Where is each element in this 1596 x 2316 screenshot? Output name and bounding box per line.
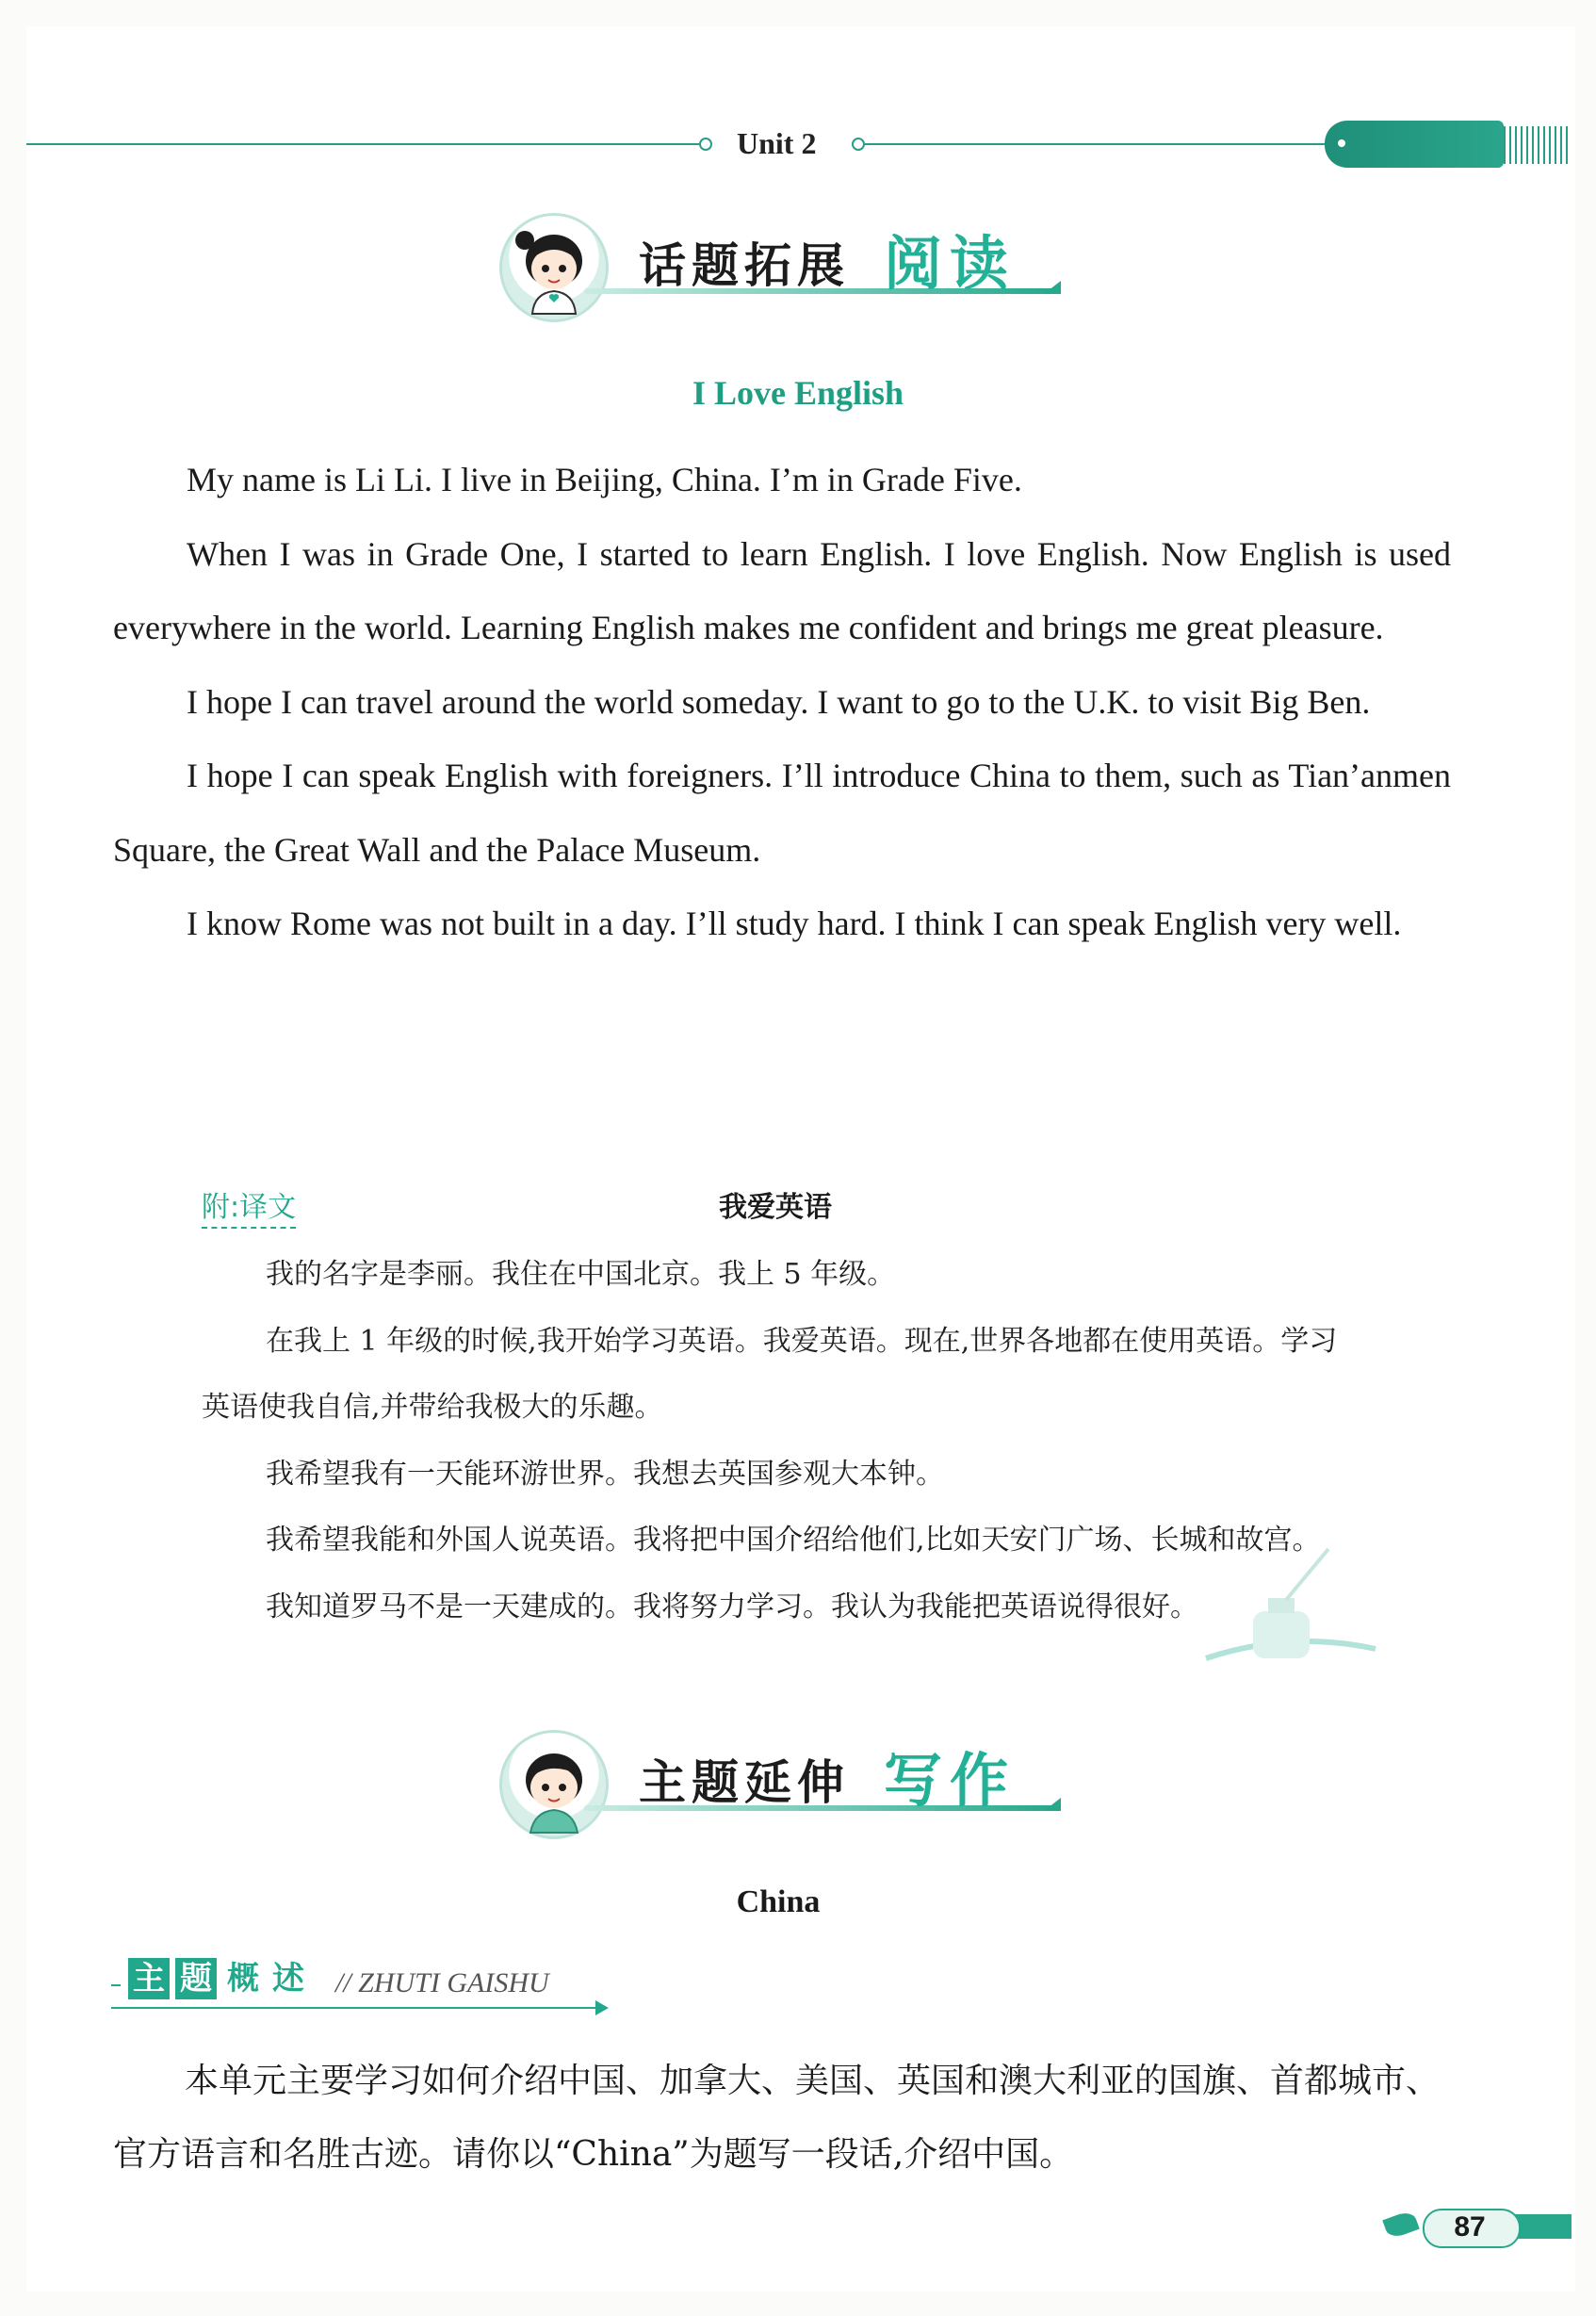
writing-title: China xyxy=(736,1884,821,1919)
translation-paragraph: 我的名字是李丽。我住在中国北京。我上 5 年级。 xyxy=(266,1258,896,1291)
header-rule-dot-left xyxy=(699,138,712,151)
girl-avatar-icon xyxy=(499,213,609,322)
overview-arrow-line xyxy=(111,2007,601,2009)
overview-char: 主 xyxy=(128,1958,170,1999)
unit-label: Unit 2 xyxy=(737,126,817,160)
overview-heading xyxy=(111,1952,639,2018)
translation-label: 附:译文 xyxy=(202,1183,296,1229)
translation-passage xyxy=(202,1242,1357,1640)
writing-prompt: 本单元主要学习如何介绍中国、加拿大、美国、英国和澳大利亚的国旗、首都城市、官方语言和名胜古迹。请你以“China”为题写一段话,介绍中国。 xyxy=(113,2062,1441,2174)
header-rule-left xyxy=(26,143,705,145)
page-number-badge xyxy=(1385,2205,1573,2250)
header-tab-dot xyxy=(1338,139,1345,147)
boy-avatar-icon xyxy=(499,1730,609,1839)
overview-char: 述 xyxy=(272,1960,304,1998)
reading-paragraph: I hope I can travel around the world someday. I want to go to the U.K. to visit Big Ben. xyxy=(187,682,1371,721)
translation-title: 我爱英语 xyxy=(719,1191,832,1224)
header-stripes xyxy=(1504,126,1572,164)
arrow-right-icon xyxy=(595,2000,609,2015)
reading-title: I Love English xyxy=(692,374,904,412)
reading-banner xyxy=(490,207,1074,330)
translation-paragraph: 我希望我能和外国人说英语。我将把中国介绍给他们,比如天安门广场、长城和故宫。 xyxy=(266,1524,1321,1557)
reading-banner-title: 话题拓展 xyxy=(639,238,850,293)
translation-paragraph: 在我上 1 年级的时候,我开始学习英语。我爱英语。现在,世界各地都在使用英语。学习英语使我自信,并带给我极大的乐趣。 xyxy=(202,1324,1338,1424)
header-rule-dot-right xyxy=(852,138,865,151)
header-tab xyxy=(1325,121,1504,168)
translation-paragraph: 我知道罗马不是一天建成的。我将努力学习。我认为我能把英语说得很好。 xyxy=(266,1590,1198,1623)
overview-char: 概 xyxy=(227,1960,259,1998)
reading-paragraph: I hope I can speak English with foreigners. I’ll introduce China to them, such as Tian’anmen Square, the Great Wall and the Palace Museum. xyxy=(113,757,1451,869)
header-rule-right xyxy=(865,143,1332,145)
reading-paragraph: I know Rome was not built in a day. I’ll study hard. I think I can speak English very well. xyxy=(187,905,1402,942)
overview-char: 题 xyxy=(175,1958,217,1999)
reading-passage xyxy=(113,443,1451,961)
leaf-icon xyxy=(1382,2210,1419,2240)
reading-banner-accent: 阅读 xyxy=(884,229,1017,298)
translation-paragraph: 我希望我有一天能环游世界。我想去英国参观大本钟。 xyxy=(266,1457,944,1491)
reading-paragraph: When I was in Grade One, I started to learn English. I love English. Now English is used everywhere in the world. Learning English makes me confident and brings me great pleasure. xyxy=(113,534,1451,646)
reading-paragraph: My name is Li Li. I live in Beijing, China. I’m in Grade Five. xyxy=(187,461,1022,498)
ink-bottle-icon xyxy=(1197,1545,1385,1687)
writing-banner-title: 主题延伸 xyxy=(639,1755,850,1810)
writing-banner-ribbon-tip xyxy=(1044,1798,1061,1811)
page-number: 87 xyxy=(1454,2211,1486,2243)
writing-banner-accent: 写作 xyxy=(884,1746,1017,1815)
writing-banner xyxy=(490,1724,1074,1847)
overview-tick xyxy=(111,1984,121,1986)
overview-pinyin: // ZHUTI GAISHU xyxy=(335,1967,549,1998)
reading-banner-ribbon-tip xyxy=(1044,281,1061,294)
